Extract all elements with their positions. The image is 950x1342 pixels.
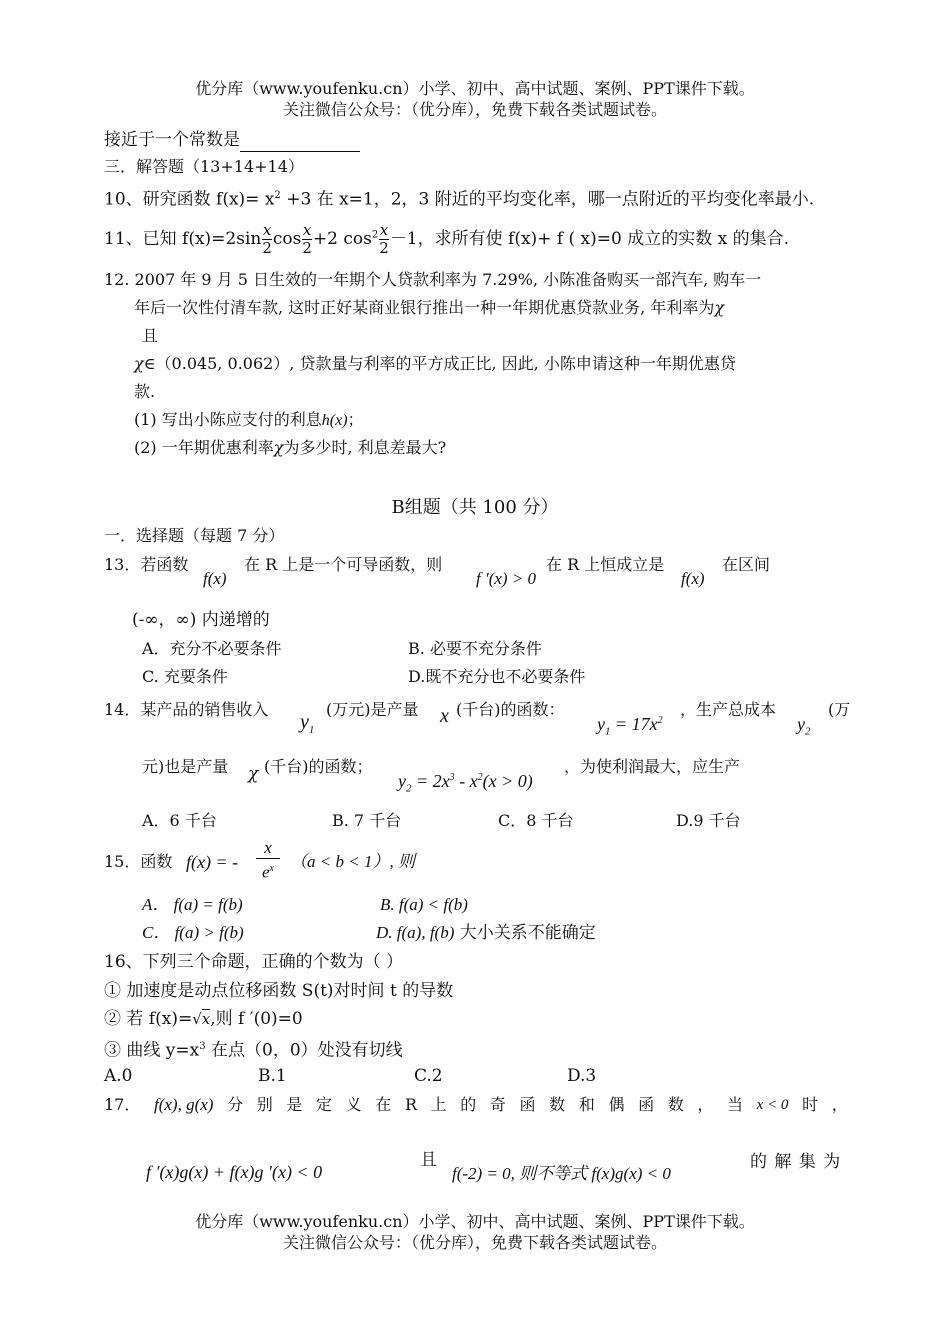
q15-condition: （a < b < 1）, 则 — [290, 852, 415, 871]
q17-and: 且 — [420, 1150, 437, 1170]
q17-t6: 定 — [316, 1095, 333, 1114]
q14-eq2-y: y — [398, 771, 406, 791]
q15-option-c — [142, 921, 244, 945]
q12-sub1-fn: h(x) — [321, 412, 348, 429]
q11-plus2cos: +2 cos — [312, 229, 372, 249]
q10-rest: +3 在 x=1，2，3 附近的平均变化率，哪一点附近的平均变化率最小. — [280, 189, 815, 210]
q16-statement-1: ① 加速度是动点位移函数 S(t)对时间 t 的导数 — [104, 981, 454, 1001]
q14-eq-1 — [597, 709, 663, 744]
q14-eq1-sub: 1 — [605, 725, 611, 738]
q11-fraction-1 — [262, 222, 272, 257]
q12-sub2-text: (2) 一年期优惠利率 — [134, 438, 274, 457]
q12-chi-3: χ — [273, 438, 284, 457]
q12-chi-2: χ — [134, 354, 144, 373]
q13-fx: f(x) — [203, 569, 227, 588]
q17-line-2-end: 的 解 集 为 — [750, 1152, 841, 1172]
section-3-heading: 三．解答题（13+14+14） — [104, 157, 304, 176]
q14-eq1-exp: 2 — [657, 715, 663, 726]
q17-t16: 偶 — [608, 1095, 625, 1114]
q16-statement-3 — [104, 1035, 403, 1063]
q15-option-b: B. f(a) < f(b) — [380, 895, 468, 914]
q13-option-d: D.既不充分也不必要条件 — [408, 667, 586, 686]
q16-s3-b: 在点（0，0）处没有切线 — [205, 1040, 403, 1061]
q13-part-4: 在区间 — [722, 555, 771, 574]
q14-part-4: ，生产总成本 — [680, 700, 777, 719]
question-10 — [104, 184, 814, 212]
group-b-title: B组题（共 100 分） — [391, 497, 559, 518]
q14-line-2a: 元)也是产量 — [142, 757, 229, 776]
q15-part-1: 15．函数 — [104, 852, 173, 871]
q17-t14: 数 — [549, 1095, 566, 1114]
q12-chi: χ — [714, 298, 725, 317]
q14-y1-sub: 1 — [308, 724, 315, 736]
q11-frac3-num: x — [379, 221, 389, 239]
q13-option-c: C. 充要条件 — [142, 667, 228, 686]
q17-t20: 当 — [727, 1095, 744, 1114]
q17-t15: 和 — [578, 1095, 595, 1114]
q11-fraction-3 — [379, 222, 389, 257]
q17-line-1 — [104, 1093, 848, 1117]
q11-tail: －1，求所有使 f(x)+ f ( x)=0 成立的实数 x 的集合. — [389, 229, 790, 249]
q16-s2-radicand: x — [201, 1010, 211, 1028]
q17-t22: 时 — [802, 1095, 819, 1114]
top-continuation — [104, 128, 360, 152]
q14-eq2-exp1: 3 — [449, 772, 455, 783]
q13-fprime: f ′(x) > 0 — [476, 569, 537, 588]
q17-t19: ， — [697, 1095, 714, 1114]
q17-t23: ， — [831, 1095, 848, 1114]
section-b1-heading: 一．选择题（每题 7 分） — [104, 526, 285, 545]
header-line-2: 关注微信公众号：（优分库），免费下载各类试题试卷。 — [282, 100, 667, 119]
q12-line-2-text: 年后一次性付清车款, 这时正好某商业银行推出一种一年期优惠贷款业务, 年利率为 — [134, 298, 715, 317]
q16-option-d: D.3 — [567, 1066, 597, 1086]
q12-sub1-text: (1) 写出小陈应支付的利息 — [134, 410, 322, 429]
q16-stem: 16、下列三个命题，正确的个数为（ ） — [104, 952, 404, 972]
q16-s3-a: ③ 曲线 y=x — [104, 1040, 200, 1061]
answer-blank — [240, 133, 360, 152]
q12-sub2-end: 为多少时, 利息差最大? — [283, 438, 447, 457]
q13-fx-2: f(x) — [681, 569, 705, 588]
q13-part-3: 在 R 上恒成立是 — [546, 555, 665, 574]
q16-s2-b: ,则 f ′(0)=0 — [210, 1009, 303, 1029]
q14-eq-2 — [398, 766, 533, 801]
q15-fraction — [256, 838, 280, 883]
q15-fx: f(x) = - — [186, 852, 239, 872]
q17-t7: 义 — [345, 1095, 362, 1114]
q14-part-2: (万元)是产量 — [326, 700, 419, 719]
q17-t5: 是 — [286, 1095, 303, 1114]
q11-frac2-num: x — [302, 221, 312, 239]
q14-option-b: B. 7 千台 — [332, 811, 402, 830]
q15-den-exp: x — [269, 863, 274, 874]
q16-s2-a: ② 若 f(x)= — [104, 1009, 193, 1029]
q14-eq2-minus: - x — [454, 771, 478, 791]
q17-t12: 奇 — [489, 1095, 506, 1114]
q12-sub1-end: ； — [347, 410, 364, 429]
q14-y1-y: y — [300, 711, 309, 733]
q14-eq2-exp2: 2 — [477, 772, 483, 783]
q16-statement-2 — [104, 1007, 303, 1031]
q11-frac2-den: 2 — [302, 239, 312, 257]
q16-s3-exp: 3 — [199, 1041, 206, 1052]
q17-t2: f(x), g(x) — [154, 1095, 214, 1114]
q14-line-2b: (千台)的函数； — [264, 757, 373, 776]
top-continuation-text: 接近于一个常数是 — [104, 130, 240, 150]
q17-t11: 的 — [460, 1095, 477, 1114]
q14-y1 — [300, 710, 314, 742]
q15-option-d-text: 大小关系不能确定 — [454, 923, 596, 943]
footer-line-1: 优分库（www.youfenku.cn）小学、初中、高中试题、案例、PPT课件下载。 — [195, 1212, 755, 1231]
q17-t3: 分 — [227, 1095, 244, 1114]
q17-t1: 17． — [104, 1095, 141, 1114]
footer-line-2: 关注微信公众号：（优分库），免费下载各类试题试卷。 — [282, 1233, 667, 1252]
q14-part-1: 14．某产品的销售收入 — [104, 700, 269, 719]
q10-exp: 2 — [274, 190, 281, 201]
q13-option-a: A．充分不必要条件 — [142, 639, 282, 658]
q12-line-1: 12. 2007 年 9 月 5 日生效的一年期个人贷款利率为 7.29%, 小陈准备购买一部汽车, 购车一 — [104, 270, 762, 289]
q14-eq2-sub: 2 — [406, 782, 412, 795]
q14-eq2-cond: (x > 0) — [482, 771, 533, 791]
header-line-1: 优分库（www.youfenku.cn）小学、初中、高中试题、案例、PPT课件下载。 — [195, 79, 755, 98]
q14-eq2-rhs: = 2x — [411, 771, 450, 791]
q14-y2-y: y — [797, 714, 805, 734]
q14-chi: χ — [248, 764, 259, 784]
q14-part-3: (千台)的函数： — [456, 700, 565, 719]
q17-t9: R — [404, 1095, 417, 1114]
q17-t4: 别 — [256, 1095, 273, 1114]
q14-part-5: (万 — [828, 700, 851, 719]
q14-eq1-y: y — [597, 714, 605, 734]
q17-t10: 上 — [430, 1095, 447, 1114]
q11-cos: cos — [272, 229, 302, 249]
q17-inequality: f ′(x)g(x) + f(x)g ′(x) < 0 — [146, 1162, 323, 1182]
q11-exp: 2 — [371, 229, 379, 241]
q14-option-c: C．8 千台 — [498, 811, 574, 830]
q17-t18: 数 — [667, 1095, 684, 1114]
q17-t21: x < 0 — [756, 1097, 789, 1113]
sqrt-icon: √ — [192, 1010, 202, 1028]
q17-t13: 函 — [519, 1095, 536, 1114]
q15-option-d — [376, 921, 596, 945]
q15-option-c-text: C． f(a) > f(b) — [142, 923, 244, 942]
q16-option-b: B.1 — [258, 1066, 287, 1086]
q12-line-4 — [134, 352, 736, 376]
q16-option-c: C.2 — [414, 1066, 443, 1086]
q12-line-3: 且 — [142, 326, 159, 345]
q11-frac1-num: x — [262, 221, 272, 239]
q12-line-5: 款. — [134, 382, 156, 401]
q14-y2-sub: 2 — [805, 725, 811, 738]
q11-fraction-2 — [302, 222, 312, 257]
q15-den-wrap — [256, 858, 280, 883]
q12-line-2 — [134, 296, 724, 320]
q12-line-4-text: ∈（0.045, 0.062）, 贷款量与利率的平方成正比, 因此, 小陈申请这种一年期优惠贷 — [143, 354, 736, 373]
q13-part-1: 13．若函数 — [104, 555, 189, 574]
q16-option-a: A.0 — [104, 1066, 133, 1086]
q17-condition: f(-2) = 0, 则不等式 f(x)g(x) < 0 — [452, 1164, 671, 1183]
q17-t8: 在 — [375, 1095, 392, 1114]
q14-y2 — [797, 712, 811, 744]
q11-frac1-den: 2 — [262, 239, 272, 257]
q14-option-a: A．6 千台 — [142, 811, 217, 830]
q15-den: e — [262, 862, 270, 882]
q14-option-d: D.9 千台 — [676, 811, 741, 830]
q14-eq1-rhs: = 17x — [610, 714, 658, 734]
q15-option-d-math: D. f(a), f(b) — [376, 923, 455, 942]
question-11 — [104, 222, 789, 257]
q14-line-2c: ，为使利润最大，应生产 — [564, 757, 741, 776]
q12-sub-1 — [134, 408, 364, 433]
q10-prefix: 10、研究函数 f(x)= x — [104, 189, 275, 210]
q14-x: x — [440, 705, 449, 727]
q13-part-2: 在 R 上是一个可导函数，则 — [244, 555, 443, 574]
q17-t17: 函 — [638, 1095, 655, 1114]
q13-option-b: B. 必要不充分条件 — [408, 639, 542, 658]
q12-sub-2 — [134, 436, 446, 460]
q13-line-2: (-∞，∞) 内递增的 — [132, 610, 270, 630]
q11-prefix: 11、已知 f(x)=2sin — [104, 229, 262, 249]
q15-option-a: A． f(a) = f(b) — [142, 895, 243, 914]
q11-frac3-den: 2 — [379, 239, 389, 257]
q15-num: x — [264, 838, 272, 857]
